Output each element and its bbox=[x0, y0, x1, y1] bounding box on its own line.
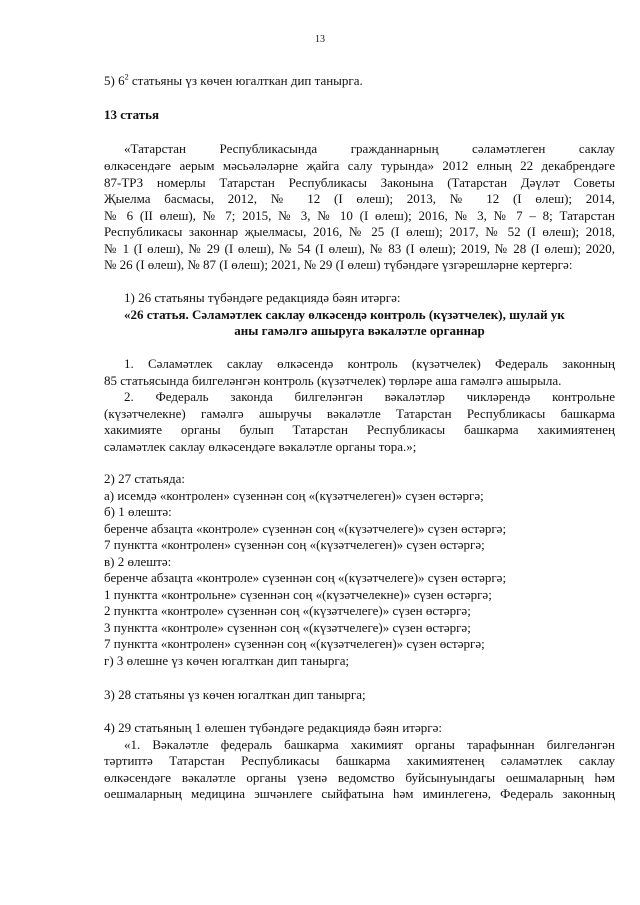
list-item: 1) 26 статьяны түбәндәге редакциядә бәян итәргә: bbox=[124, 290, 401, 305]
paragraph-line: «1. Вәкаләтле федераль башкарма хакимият органы тарафыннан билгеләнгән bbox=[124, 737, 615, 752]
paragraph-line: өлкәсендәге аерым мәсьәләләрне җайга салу турында» 2012 елның 22 декабрендәге bbox=[104, 158, 615, 173]
article-title: «26 статья. Сәламәтлек саклау өлкәсендә контроль (күзәтчелек), шулай ук bbox=[124, 307, 565, 322]
item-text: статьяны үз көчен югалткан дип танырга. bbox=[131, 73, 363, 88]
item-prefix: 5) 6 bbox=[104, 73, 125, 88]
list-item: 2) 27 статьяда: bbox=[104, 471, 185, 486]
list-item: в) 2 өлештә: bbox=[104, 554, 172, 569]
article-heading: 13 статья bbox=[104, 107, 160, 122]
paragraph-line: № 1 (I өлеш), № 29 (I өлеш), № 54 (I өлеш), № 83 (I өлеш); 2019, № 28 (I өлеш); 2020, bbox=[104, 241, 615, 256]
paragraph-line: (күзәтчелекне) гамәлгә ашыручы вәкаләтле Татарстан Республикасы башкарма bbox=[104, 406, 615, 421]
list-item: 3 пунктта «контроле» сүзеннән соң «(күзәтчелеге)» сүзен өстәргә; bbox=[104, 620, 471, 635]
list-item: а) исемдә «контролен» сүзеннән соң «(күзәтчелеген)» сүзен өстәргә; bbox=[104, 488, 484, 503]
list-item: 3) 28 статьяны үз көчен югалткан дип танырга; bbox=[104, 687, 366, 702]
line-item-5 bbox=[104, 73, 363, 90]
list-item: г) 3 өлешне үз көчен югалткан дип танырга; bbox=[104, 653, 350, 668]
list-item: 1 пунктта «контрольне» сүзеннән соң «(күзәтчелекне)» сүзен өстәргә; bbox=[104, 587, 492, 602]
paragraph-line: өлкәсендәге вәкаләтле органы үзенә ведомство буйсынуындагы оешмаларның һәм bbox=[104, 770, 615, 785]
paragraph-line: сәламәтлек саклау өлкәсендәге вәкаләтле органы тора.»; bbox=[104, 439, 417, 454]
list-item: 7 пунктта «контролен» сүзеннән соң «(күзәтчелеген)» сүзен өстәргә; bbox=[104, 636, 485, 651]
list-item: 2 пунктта «контроле» сүзеннән соң «(күзәтчелеге)» сүзен өстәргә; bbox=[104, 603, 471, 618]
list-item: 7 пунктта «контролен» сүзеннән соң «(күзәтчелеген)» сүзен өстәргә; bbox=[104, 537, 485, 552]
paragraph-line: № 6 (II өлеш), № 7; 2015, № 3, № 10 (I өлеш); 2016, № 3, № 7 – 8; Татарстан bbox=[104, 208, 615, 223]
paragraph-line: № 26 (I өлеш), № 87 (I өлеш); 2021, № 29 (I өлеш) түбәндәге үзгәрешләрне кертергә: bbox=[104, 257, 573, 272]
list-item: беренче абзацта «контроле» сүзеннән соң «(күзәтчелеге)» сүзен өстәргә; bbox=[104, 521, 507, 536]
article-title-cont: аны гамәлгә ашыруга вәкаләтле органнар bbox=[234, 323, 485, 338]
paragraph-line: 2. Федераль законда билгеләнгән вәкаләтләр чикләрендә контрольне bbox=[124, 389, 615, 404]
paragraph-line: 87-ТРЗ номерлы Татарстан Республикасы Законына (Татарстан Дәүләт Советы bbox=[104, 175, 615, 190]
paragraph-line: Җыелма басмасы, 2012, № 12 (I өлеш); 2013, № 12 (I өлеш); 2014, bbox=[104, 191, 615, 206]
paragraph-line: оешмаларның медицина эшчәнлеге сыйфатына һәм иминлегенә, Федераль законның bbox=[104, 786, 615, 801]
page-number: 13 bbox=[315, 34, 325, 45]
paragraph-line: хакимияте органы булып Татарстан Республикасы башкарма хакимиятенең bbox=[104, 422, 615, 437]
superscript: 2 bbox=[124, 72, 129, 82]
list-item: 4) 29 статьяның 1 өлешен түбәндәге редакциядә бәян итәргә: bbox=[104, 720, 442, 735]
paragraph-line: Республикасы законнар җыелмасы, 2016, № 25 (I өлеш); 2017, № 52 (I өлеш); 2018, bbox=[104, 224, 615, 239]
paragraph-line: тәртиптә Татарстан Республикасы башкарма хакимиятенең сәламәтлек саклау bbox=[104, 753, 615, 768]
paragraph-line: «Татарстан Республикасында гражданнарның сәламәтлеген саклау bbox=[124, 141, 615, 156]
paragraph-line: 85 статьясында билгеләнгән контроль (күзәтчелек) төрләре аша гамәлгә ашырыла. bbox=[104, 373, 562, 388]
paragraph-line: 1. Сәламәтлек саклау өлкәсендә контроль (күзәтчелек) Федераль законның bbox=[124, 356, 615, 371]
list-item: беренче абзацта «контроле» сүзеннән соң «(күзәтчелеге)» сүзен өстәргә; bbox=[104, 570, 507, 585]
list-item: б) 1 өлештә: bbox=[104, 504, 172, 519]
